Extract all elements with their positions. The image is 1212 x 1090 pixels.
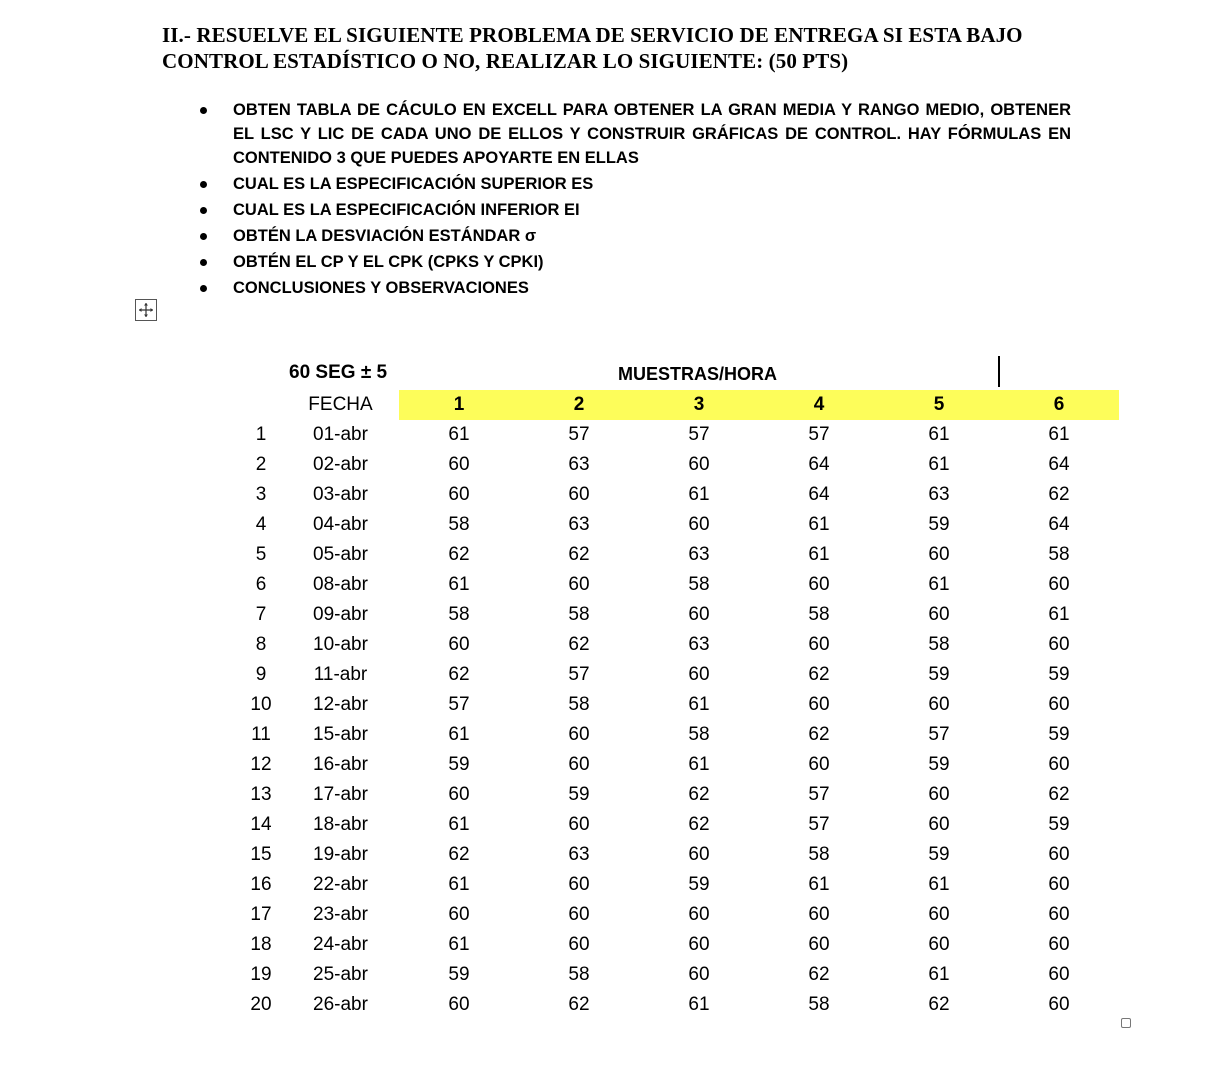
sample-value: 62 xyxy=(688,814,710,835)
sample-value: 64 xyxy=(808,454,830,475)
sample-value: 60 xyxy=(808,634,830,655)
list-item: OBTÉN EL CP Y EL CPK (CPKS Y CPKI) xyxy=(195,250,1075,274)
sample-value: 59 xyxy=(1048,664,1070,685)
sample-value: 60 xyxy=(1048,904,1070,925)
table-row xyxy=(240,660,1119,690)
sample-value: 64 xyxy=(808,484,830,505)
sample-value: 60 xyxy=(1048,754,1070,775)
sample-value: 60 xyxy=(688,454,710,475)
table-row xyxy=(240,930,1119,960)
row-index: 18 xyxy=(250,934,272,955)
sample-value: 61 xyxy=(688,484,710,505)
sample-value: 62 xyxy=(1048,484,1070,505)
row-index: 17 xyxy=(250,904,272,925)
row-date: 18-abr xyxy=(313,814,368,835)
row-index: 14 xyxy=(250,814,272,835)
move-icon xyxy=(138,302,154,318)
sample-value: 62 xyxy=(448,664,470,685)
table-row xyxy=(240,570,1119,600)
sample-value: 60 xyxy=(1048,934,1070,955)
date-header: FECHA xyxy=(308,394,373,415)
sample-value: 60 xyxy=(1048,844,1070,865)
sample-value: 60 xyxy=(688,934,710,955)
sample-value: 57 xyxy=(808,814,830,835)
row-date: 02-abr xyxy=(313,454,368,475)
samples-table xyxy=(240,390,1119,1020)
row-date: 09-abr xyxy=(313,604,368,625)
row-index: 20 xyxy=(250,994,272,1015)
row-index: 1 xyxy=(255,424,267,445)
sample-value: 58 xyxy=(568,604,590,625)
sample-value: 60 xyxy=(568,724,590,745)
sample-value: 57 xyxy=(568,424,590,445)
table-row xyxy=(240,870,1119,900)
sample-value: 60 xyxy=(1048,634,1070,655)
sample-value: 58 xyxy=(568,964,590,985)
sample-value: 58 xyxy=(808,844,830,865)
column-header: 5 xyxy=(879,390,999,420)
sample-value: 59 xyxy=(688,874,710,895)
table-row xyxy=(240,720,1119,750)
table-row xyxy=(240,480,1119,510)
table-row xyxy=(240,750,1119,780)
row-date: 25-abr xyxy=(313,964,368,985)
sample-value: 60 xyxy=(448,904,470,925)
sample-value: 57 xyxy=(688,424,710,445)
sample-value: 61 xyxy=(448,814,470,835)
heading-line-1: II.- RESUELVE EL SIGUIENTE PROBLEMA DE SERVICIO DE ENTREGA SI ESTA BAJO xyxy=(162,23,1023,47)
row-index: 8 xyxy=(255,634,267,655)
table-caption-row xyxy=(240,360,1119,390)
bullet-icon xyxy=(200,285,207,292)
sample-value: 60 xyxy=(928,694,950,715)
sample-value: 63 xyxy=(928,484,950,505)
sample-value: 61 xyxy=(928,964,950,985)
sample-value: 62 xyxy=(808,724,830,745)
sample-value: 60 xyxy=(1048,964,1070,985)
list-item: OBTÉN LA DESVIACIÓN ESTÁNDAR σ xyxy=(195,224,1075,248)
row-index: 7 xyxy=(255,604,267,625)
bullet-icon xyxy=(200,181,207,188)
row-index: 5 xyxy=(255,544,267,565)
sample-value: 62 xyxy=(448,544,470,565)
sample-value: 62 xyxy=(568,544,590,565)
sample-value: 59 xyxy=(928,664,950,685)
sample-value: 62 xyxy=(808,964,830,985)
sample-value: 60 xyxy=(1048,574,1070,595)
row-date: 26-abr xyxy=(313,994,368,1015)
sample-value: 61 xyxy=(1048,424,1070,445)
sample-value: 58 xyxy=(688,574,710,595)
sample-value: 60 xyxy=(928,904,950,925)
sample-value: 62 xyxy=(1048,784,1070,805)
row-index: 2 xyxy=(255,454,267,475)
row-index: 6 xyxy=(255,574,267,595)
sample-value: 61 xyxy=(688,994,710,1015)
sample-value: 60 xyxy=(568,874,590,895)
sample-value: 60 xyxy=(688,604,710,625)
row-date: 24-abr xyxy=(313,934,368,955)
sample-value: 58 xyxy=(688,724,710,745)
sample-value: 57 xyxy=(568,664,590,685)
bullet-icon xyxy=(200,259,207,266)
table-row xyxy=(240,630,1119,660)
sample-value: 60 xyxy=(568,904,590,925)
sample-value: 63 xyxy=(688,634,710,655)
row-index: 11 xyxy=(251,724,271,745)
table-row xyxy=(240,900,1119,930)
sample-value: 60 xyxy=(568,484,590,505)
table-row xyxy=(240,420,1119,450)
sample-value: 60 xyxy=(928,784,950,805)
row-date: 10-abr xyxy=(313,634,368,655)
list-item: CONCLUSIONES Y OBSERVACIONES xyxy=(195,276,1075,300)
column-header: 6 xyxy=(999,390,1119,420)
sample-value: 61 xyxy=(448,424,470,445)
row-index: 12 xyxy=(250,754,272,775)
row-index: 10 xyxy=(250,694,272,715)
sample-value: 58 xyxy=(568,694,590,715)
sample-value: 61 xyxy=(808,514,830,535)
sample-value: 60 xyxy=(808,694,830,715)
list-item: OBTEN TABLA DE CÁCULO EN EXCELL PARA OBTENER LA GRAN MEDIA Y RANGO MEDIO, OBTENER EL LSC Y LIC DE CADA UNO DE ELLOS Y CONSTRUIR GRÁFICAS DE CONTROL. HAY FÓRMULAS EN CONTENIDO 3 QUE PUEDES APOYARTE EN ELLAS xyxy=(195,98,1075,170)
sample-value: 59 xyxy=(928,754,950,775)
sample-value: 60 xyxy=(1048,994,1070,1015)
bullet-icon xyxy=(200,107,207,114)
sample-value: 61 xyxy=(448,934,470,955)
sample-value: 59 xyxy=(928,514,950,535)
sample-value: 58 xyxy=(928,634,950,655)
sample-value: 60 xyxy=(568,754,590,775)
sample-value: 61 xyxy=(928,874,950,895)
sample-value: 60 xyxy=(808,574,830,595)
row-date: 19-abr xyxy=(313,844,368,865)
sample-value: 57 xyxy=(928,724,950,745)
row-index: 9 xyxy=(255,664,267,685)
column-header: 4 xyxy=(759,390,879,420)
samples-label: MUESTRAS/HORA xyxy=(618,364,778,384)
sample-value: 60 xyxy=(928,814,950,835)
sample-value: 61 xyxy=(448,724,470,745)
column-header: 3 xyxy=(639,390,759,420)
sample-value: 63 xyxy=(568,514,590,535)
sample-value: 59 xyxy=(448,964,470,985)
sample-value: 60 xyxy=(688,904,710,925)
row-date: 16-abr xyxy=(313,754,368,775)
row-index: 13 xyxy=(250,784,272,805)
sample-value: 60 xyxy=(568,814,590,835)
table-row xyxy=(240,840,1119,870)
table-header-row xyxy=(240,390,1119,420)
sample-value: 59 xyxy=(448,754,470,775)
list-item: CUAL ES LA ESPECIFICACIÓN INFERIOR EI xyxy=(195,198,1075,222)
sample-value: 58 xyxy=(448,604,470,625)
row-index: 15 xyxy=(250,844,272,865)
index-header xyxy=(240,390,282,420)
sample-value: 60 xyxy=(688,964,710,985)
sample-value: 61 xyxy=(928,454,950,475)
sample-value: 60 xyxy=(928,934,950,955)
sample-value: 62 xyxy=(928,994,950,1015)
heading-line-2: CONTROL ESTADÍSTICO O NO, REALIZAR LO SIGUIENTE: (50 PTS) xyxy=(162,49,849,73)
row-date: 12-abr xyxy=(313,694,368,715)
sample-value: 61 xyxy=(688,754,710,775)
row-date: 03-abr xyxy=(313,484,368,505)
sample-value: 60 xyxy=(808,934,830,955)
sample-value: 62 xyxy=(808,664,830,685)
sample-value: 64 xyxy=(1048,514,1070,535)
sample-value: 61 xyxy=(928,574,950,595)
table-row xyxy=(240,540,1119,570)
sample-value: 60 xyxy=(1048,874,1070,895)
bullet-icon xyxy=(200,233,207,240)
sample-value: 59 xyxy=(568,784,590,805)
row-date: 04-abr xyxy=(313,514,368,535)
row-date: 11-abr xyxy=(313,664,368,685)
table-move-handle[interactable] xyxy=(135,299,157,321)
table-row xyxy=(240,690,1119,720)
list-item: CUAL ES LA ESPECIFICACIÓN SUPERIOR ES xyxy=(195,172,1075,196)
sample-value: 61 xyxy=(688,694,710,715)
sample-value: 62 xyxy=(448,844,470,865)
row-date: 01-abr xyxy=(313,424,368,445)
sample-value: 58 xyxy=(808,604,830,625)
column-header: 1 xyxy=(399,390,519,420)
sample-value: 58 xyxy=(808,994,830,1015)
sample-value: 64 xyxy=(1048,454,1070,475)
row-date: 23-abr xyxy=(313,904,368,925)
samples-table-area xyxy=(240,360,1119,1020)
row-date: 05-abr xyxy=(313,544,368,565)
sample-value: 63 xyxy=(688,544,710,565)
table-row xyxy=(240,810,1119,840)
sample-value: 57 xyxy=(808,784,830,805)
row-index: 3 xyxy=(255,484,267,505)
sample-value: 60 xyxy=(448,484,470,505)
sample-value: 60 xyxy=(568,934,590,955)
table-row xyxy=(240,780,1119,810)
row-date: 15-abr xyxy=(313,724,368,745)
sample-value: 61 xyxy=(1048,604,1070,625)
table-row xyxy=(240,990,1119,1020)
sample-value: 61 xyxy=(928,424,950,445)
row-index: 19 xyxy=(250,964,272,985)
sample-value: 60 xyxy=(448,784,470,805)
sample-value: 60 xyxy=(928,604,950,625)
sample-value: 59 xyxy=(1048,724,1070,745)
table-row xyxy=(240,960,1119,990)
sample-value: 62 xyxy=(568,634,590,655)
sample-value: 59 xyxy=(1048,814,1070,835)
row-index: 16 xyxy=(250,874,272,895)
sample-value: 57 xyxy=(808,424,830,445)
instructions-list xyxy=(195,98,1075,302)
row-date: 22-abr xyxy=(313,874,368,895)
sample-value: 59 xyxy=(928,844,950,865)
sample-value: 62 xyxy=(568,994,590,1015)
table-row xyxy=(240,450,1119,480)
sample-value: 61 xyxy=(808,874,830,895)
table-row xyxy=(240,600,1119,630)
sample-value: 58 xyxy=(1048,544,1070,565)
text-cursor xyxy=(998,356,1000,387)
problem-heading xyxy=(162,22,1072,74)
sample-value: 57 xyxy=(448,694,470,715)
sample-value: 60 xyxy=(688,664,710,685)
sample-value: 63 xyxy=(568,844,590,865)
column-header: 2 xyxy=(519,390,639,420)
sample-value: 60 xyxy=(1048,694,1070,715)
sample-value: 60 xyxy=(808,754,830,775)
sample-value: 61 xyxy=(448,574,470,595)
sample-value: 60 xyxy=(448,454,470,475)
sample-value: 60 xyxy=(568,574,590,595)
row-index: 4 xyxy=(255,514,267,535)
sample-value: 60 xyxy=(688,844,710,865)
table-row xyxy=(240,510,1119,540)
spec-label: 60 SEG ± 5 xyxy=(289,362,388,383)
sample-value: 60 xyxy=(448,994,470,1015)
row-date: 17-abr xyxy=(313,784,368,805)
sample-value: 58 xyxy=(448,514,470,535)
sample-value: 63 xyxy=(568,454,590,475)
sample-value: 60 xyxy=(688,514,710,535)
sample-value: 60 xyxy=(808,904,830,925)
bullet-icon xyxy=(200,207,207,214)
sample-value: 60 xyxy=(928,544,950,565)
row-date: 08-abr xyxy=(313,574,368,595)
sample-value: 61 xyxy=(808,544,830,565)
sample-value: 60 xyxy=(448,634,470,655)
sample-value: 62 xyxy=(688,784,710,805)
sample-value: 61 xyxy=(448,874,470,895)
table-resize-handle[interactable] xyxy=(1121,1018,1131,1028)
